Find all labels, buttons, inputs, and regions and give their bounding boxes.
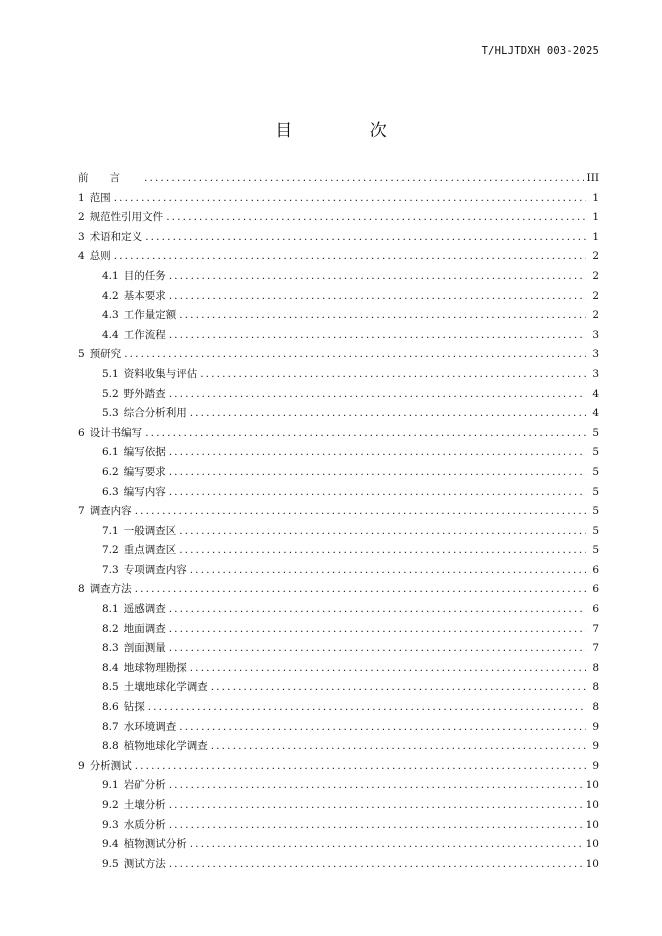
- toc-entry-number: 8.5: [102, 681, 119, 694]
- toc-page-number: 5: [592, 446, 599, 459]
- toc-entry-label: 术语和定义: [89, 230, 143, 243]
- toc-entry-number: 6.3: [102, 485, 119, 498]
- toc-leader-dots: [169, 267, 586, 287]
- toc-entry-number: 5.3: [102, 407, 119, 420]
- toc-entry-number: 8.6: [102, 701, 119, 714]
- toc-page-number: 7: [592, 642, 599, 655]
- toc-entry[interactable]: [78, 189, 599, 209]
- toc-entry-label: 调查内容: [89, 505, 132, 518]
- toc-leader-dots: [169, 620, 586, 640]
- toc-entry-number: 9: [78, 759, 85, 772]
- toc-entry[interactable]: [78, 326, 599, 346]
- toc-entry-number: 9.5: [102, 857, 119, 870]
- toc-leader-dots: [169, 816, 583, 836]
- toc-entry[interactable]: [78, 816, 599, 836]
- toc-page-number: III: [586, 172, 599, 184]
- toc-leader-dots: [169, 600, 586, 620]
- toc-page-number: 5: [592, 505, 599, 518]
- toc-entry-label: 岩矿分析: [123, 779, 166, 792]
- document-code: T/HLJTDXH 003-2025: [481, 45, 599, 57]
- toc-entry-number: 4: [78, 250, 85, 263]
- toc-entry-number: 8.4: [102, 661, 119, 674]
- toc-entry-label: 工作量定额: [123, 309, 177, 322]
- toc-entry-label: 编写依据: [123, 446, 166, 459]
- toc-entry[interactable]: [78, 796, 599, 816]
- toc-entry-label: 目的任务: [123, 269, 166, 282]
- toc-entry[interactable]: [78, 208, 599, 228]
- toc-entry[interactable]: [78, 483, 599, 503]
- toc-page-number: 9: [592, 759, 599, 772]
- toc-leader-dots: [169, 639, 586, 659]
- toc-entry-label: 预研究: [89, 348, 122, 361]
- toc-page-number: 5: [592, 465, 599, 478]
- toc-leader-dots: [179, 522, 586, 542]
- toc-leader-dots: [190, 404, 586, 424]
- toc-page-number: 10: [585, 799, 599, 811]
- toc-entry-label: 综合分析利用: [123, 407, 187, 420]
- toc-entry-label: 规范性引用文件: [89, 211, 164, 224]
- toc-entry-label: 剖面测量: [123, 642, 166, 655]
- toc-entry-number: 9.2: [102, 799, 119, 811]
- toc-leader-dots: [144, 169, 584, 189]
- toc-entry[interactable]: [78, 718, 599, 738]
- toc-entry[interactable]: [78, 365, 599, 385]
- toc-entry-label: 遥感调查: [123, 603, 166, 616]
- toc-entry-number: 9.4: [102, 838, 119, 851]
- toc-leader-dots: [169, 776, 583, 796]
- toc-page-number: 9: [592, 720, 599, 733]
- toc-entry[interactable]: [78, 522, 599, 542]
- toc-entry[interactable]: [78, 306, 599, 326]
- toc-entry-number: 8: [78, 583, 85, 596]
- toc-page-number: 1: [592, 211, 599, 224]
- toc-entry[interactable]: [78, 757, 599, 777]
- toc-entry-number: 5.1: [102, 367, 119, 380]
- toc-page-number: 7: [592, 622, 599, 635]
- toc-entry-label: 范围: [89, 191, 111, 204]
- toc-page-number: 10: [585, 857, 599, 870]
- toc-entry[interactable]: [78, 385, 599, 405]
- toc-page-number: 2: [592, 250, 599, 263]
- toc-entry-number: 4.3: [102, 309, 119, 322]
- toc-entry-label: 地面调查: [123, 622, 166, 635]
- toc-page-number: 1: [592, 191, 599, 204]
- toc-leader-dots: [145, 228, 586, 248]
- toc-entry[interactable]: [78, 247, 599, 267]
- toc-leader-dots: [169, 855, 583, 875]
- toc-entry-label: 地球物理勘探: [123, 661, 187, 674]
- toc-entry[interactable]: [78, 267, 599, 287]
- toc-entry[interactable]: [78, 835, 599, 855]
- toc-entry[interactable]: [78, 776, 599, 796]
- toc-page-number: 8: [592, 681, 599, 694]
- toc-leader-dots: [148, 698, 586, 718]
- toc-entry-number: 6.1: [102, 446, 119, 459]
- toc-page-number: 1: [592, 230, 599, 243]
- toc-entry-label: 植物测试分析: [123, 838, 187, 851]
- toc-entry-label: 编写要求: [123, 465, 166, 478]
- toc-page-number: 8: [592, 701, 599, 714]
- toc-entry-number: 4.2: [102, 289, 119, 302]
- toc-entry-label: 调查方法: [89, 583, 132, 596]
- toc-leader-dots: [145, 424, 586, 444]
- toc-leader-dots: [179, 306, 586, 326]
- toc-page-number: 5: [592, 426, 599, 439]
- toc-page-number: 3: [592, 348, 599, 361]
- toc-leader-dots: [190, 835, 583, 855]
- toc-entry-label: 总则: [89, 250, 111, 263]
- toc-entry[interactable]: [78, 737, 599, 757]
- toc-entry-number: 4.4: [102, 328, 119, 341]
- toc-leader-dots: [169, 287, 586, 307]
- toc-leader-dots: [169, 483, 586, 503]
- toc-entry-label: 水质分析: [123, 818, 166, 831]
- toc-entry-number: 6.2: [102, 465, 119, 478]
- toc-page-number: 6: [592, 603, 599, 616]
- toc-entry-number: 7.3: [102, 563, 119, 576]
- toc-entry-label: 植物地球化学调查: [123, 740, 208, 753]
- toc-entry-label: 资料收集与评估: [123, 367, 198, 380]
- toc-page-number: 3: [592, 367, 599, 380]
- toc-entry-number: 1: [78, 191, 85, 204]
- toc-leader-dots: [190, 561, 586, 581]
- toc-entry-number: 3: [78, 230, 85, 243]
- toc-leader-dots: [179, 541, 586, 561]
- toc-entry-label: 重点调查区: [123, 544, 177, 557]
- toc-entry[interactable]: [78, 659, 599, 679]
- toc-entry-label: 设计书编写: [89, 426, 143, 439]
- page-title: 目 次: [275, 121, 423, 141]
- toc-leader-dots: [169, 443, 586, 463]
- toc-entry-number: 4.1: [102, 269, 119, 282]
- toc-entry[interactable]: [78, 639, 599, 659]
- toc-entry[interactable]: [78, 169, 599, 189]
- toc-leader-dots: [190, 659, 586, 679]
- toc-entry-number: 8.7: [102, 720, 119, 733]
- toc-entry[interactable]: [78, 678, 599, 698]
- toc-page-number: 2: [592, 269, 599, 282]
- toc-entry-number: 8.1: [102, 603, 119, 616]
- toc-entry-label: 前言: [78, 172, 141, 184]
- toc-page-number: 9: [592, 740, 599, 753]
- toc-leader-dots: [169, 385, 586, 405]
- toc-page-number: 3: [592, 328, 599, 341]
- toc-entry-number: 7.2: [102, 544, 119, 557]
- toc-entry-number: 7: [78, 505, 85, 518]
- toc-entry-number: 6: [78, 426, 85, 439]
- toc-entry[interactable]: [78, 502, 599, 522]
- toc-entry-number: 5: [78, 348, 85, 361]
- toc-entry-label: 一般调查区: [123, 524, 177, 537]
- toc-entry[interactable]: [78, 561, 599, 581]
- toc-entry[interactable]: [78, 287, 599, 307]
- toc-leader-dots: [135, 580, 586, 600]
- toc-page-number: 4: [592, 407, 599, 420]
- toc-entry[interactable]: [78, 620, 599, 640]
- toc-entry[interactable]: [78, 580, 599, 600]
- toc-entry[interactable]: [78, 424, 599, 444]
- toc-leader-dots: [169, 796, 583, 816]
- toc-leader-dots: [114, 247, 586, 267]
- toc-entry-label: 基本要求: [123, 289, 166, 302]
- toc-page-number: 10: [585, 818, 599, 831]
- toc-entry-label: 野外踏查: [123, 387, 166, 400]
- toc-leader-dots: [169, 463, 586, 483]
- toc-page-number: 4: [592, 387, 599, 400]
- toc-entry-number: 8.3: [102, 642, 119, 655]
- toc-entry[interactable]: [78, 600, 599, 620]
- toc-entry-label: 土壤地球化学调查: [123, 681, 208, 694]
- toc-entry-number: 2: [78, 211, 85, 224]
- toc-page-number: 2: [592, 289, 599, 302]
- toc-leader-dots: [211, 737, 586, 757]
- toc-entry-label: 编写内容: [123, 485, 166, 498]
- toc-entry-label: 分析测试: [89, 759, 132, 772]
- toc-page-number: 5: [592, 544, 599, 557]
- toc-entry[interactable]: [78, 228, 599, 248]
- toc-leader-dots: [135, 502, 586, 522]
- toc-leader-dots: [169, 326, 586, 346]
- toc-entry[interactable]: [78, 698, 599, 718]
- toc-leader-dots: [211, 678, 586, 698]
- toc-page-number: 6: [592, 563, 599, 576]
- toc-page-number: 2: [592, 309, 599, 322]
- toc-entry-number: 8.2: [102, 622, 119, 635]
- toc-leader-dots: [166, 208, 586, 228]
- toc-entry[interactable]: [78, 855, 599, 875]
- toc-page-number: 8: [592, 661, 599, 674]
- toc-page-number: 6: [592, 583, 599, 596]
- toc-page-number: 10: [585, 779, 599, 792]
- toc-leader-dots: [200, 365, 586, 385]
- toc-page-number: 10: [585, 838, 599, 851]
- toc-leader-dots: [114, 189, 586, 209]
- toc-entry-label: 土壤分析: [123, 799, 166, 811]
- toc-leader-dots: [135, 757, 586, 777]
- table-of-contents: [78, 169, 599, 874]
- toc-entry-label: 测试方法: [123, 857, 166, 870]
- toc-page-number: 5: [592, 524, 599, 537]
- toc-entry-number: 9.3: [102, 818, 119, 831]
- toc-entry[interactable]: [78, 443, 599, 463]
- toc-page-number: 5: [592, 485, 599, 498]
- toc-entry-number: 5.2: [102, 387, 119, 400]
- toc-leader-dots: [124, 345, 586, 365]
- toc-entry-number: 8.8: [102, 740, 119, 753]
- toc-entry[interactable]: [78, 345, 599, 365]
- toc-entry-label: 水环境调查: [123, 720, 177, 733]
- toc-entry[interactable]: [78, 463, 599, 483]
- toc-entry-number: 7.1: [102, 524, 119, 537]
- toc-leader-dots: [179, 718, 586, 738]
- toc-entry[interactable]: [78, 404, 599, 424]
- toc-entry-number: 9.1: [102, 779, 119, 792]
- toc-entry[interactable]: [78, 541, 599, 561]
- toc-entry-label: 钻探: [123, 701, 145, 714]
- toc-entry-label: 专项调查内容: [123, 563, 187, 576]
- toc-entry-label: 工作流程: [123, 328, 166, 341]
